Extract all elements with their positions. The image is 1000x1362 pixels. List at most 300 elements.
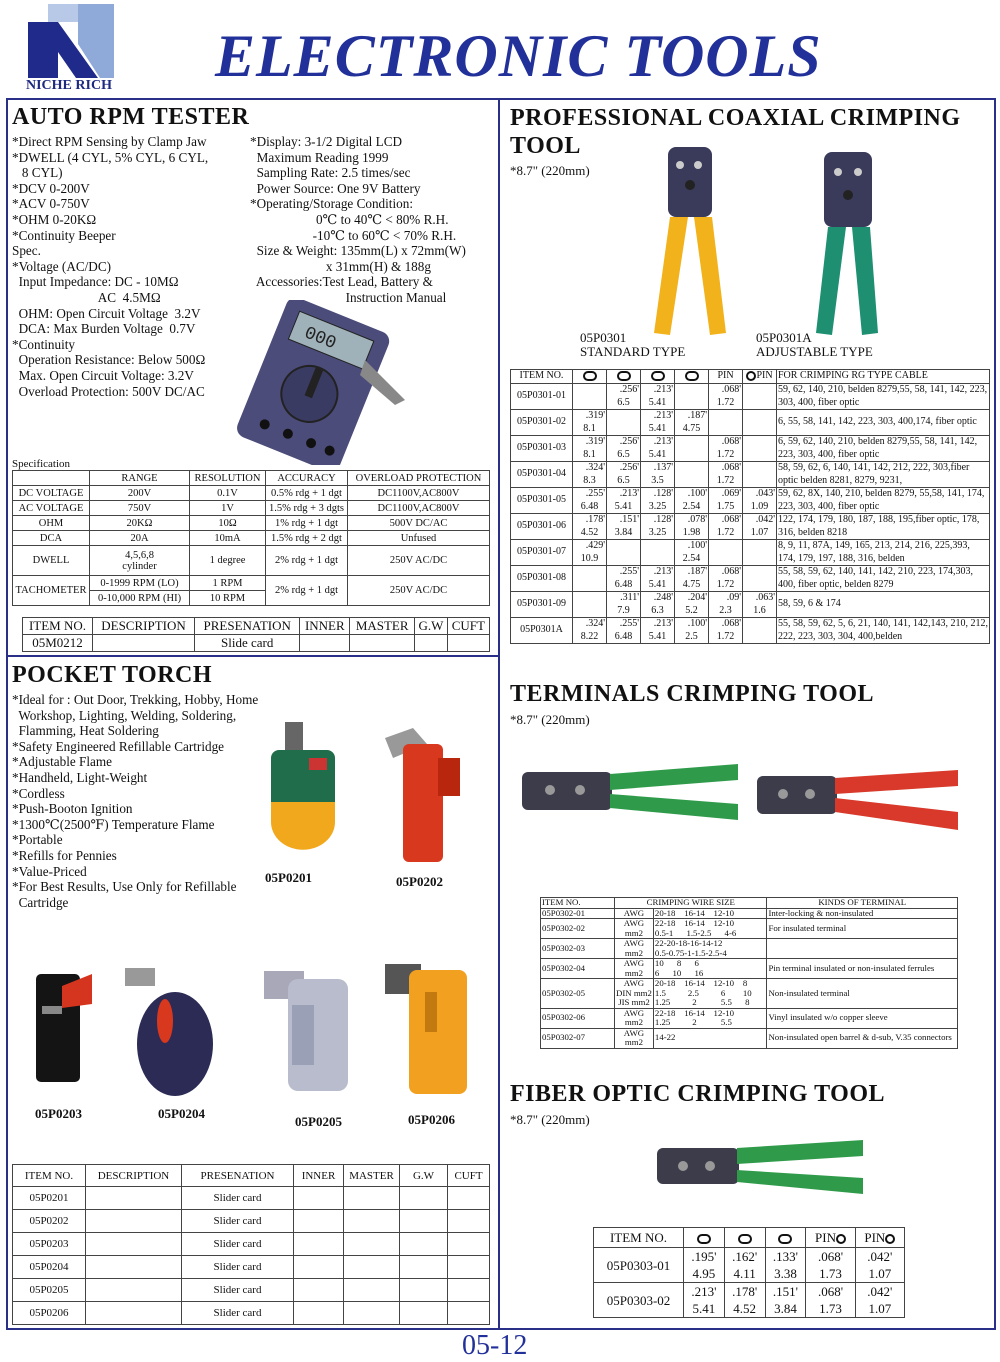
coax-title-line1: PROFESSIONAL COAXIAL CRIMPING bbox=[510, 105, 961, 131]
fiber-value-mm: 3.38 bbox=[774, 1266, 797, 1281]
terminals-cell: 22-20-18-16-14-12 0.5-0.75-1-1.5-2.5-4 bbox=[653, 939, 767, 959]
fiber-cell: 05P0303-02 bbox=[594, 1283, 684, 1318]
fiber-table bbox=[593, 1227, 905, 1318]
fiber-cell-pair bbox=[684, 1283, 725, 1318]
coax-value-inch: .063' bbox=[755, 592, 775, 603]
terminals-header: ITEM NO. bbox=[541, 898, 615, 909]
torch-05p0206-image bbox=[385, 962, 470, 1097]
torch-title: POCKET TORCH bbox=[12, 662, 213, 688]
coax-cell-pair bbox=[573, 436, 607, 462]
terminals-cell: 05P0302-07 bbox=[541, 1028, 615, 1048]
coax-value-inch: .213' bbox=[653, 566, 673, 577]
terminals-cell: 20-18 16-14 12-10 8 1.5 2.5 6 10 1.25 2 5.5 8 bbox=[653, 979, 767, 1009]
spec-cell: 10 RPM bbox=[190, 591, 266, 606]
coax-value-mm: 6.3 bbox=[651, 604, 664, 616]
coax-cell: 55, 58, 59, 62, 140, 141, 142, 210, 223, 174,303, 400, fiber optic, belden 8279 bbox=[777, 566, 990, 592]
terminals-cell: 20-18 16-14 12-10 bbox=[653, 908, 767, 919]
coax-value-mm: 1.75 bbox=[716, 500, 735, 512]
coax-value-inch: .248' bbox=[653, 592, 673, 603]
hex-die-icon bbox=[778, 1234, 792, 1244]
coax-value-inch: .324' bbox=[585, 618, 605, 629]
coax-value-inch: .213' bbox=[653, 436, 673, 447]
coax-cell-pair bbox=[675, 540, 709, 566]
torch-cell: Slider card bbox=[182, 1233, 294, 1256]
spec-cell: 500V DC/AC bbox=[348, 516, 490, 531]
spec-header: ACCURACY bbox=[266, 471, 348, 486]
rpm-item-table bbox=[22, 617, 490, 652]
terminals-cell: 05P0302-04 bbox=[541, 959, 615, 979]
torch-05p0204-image bbox=[120, 966, 220, 1096]
coax-value-mm: 1.72 bbox=[716, 526, 735, 538]
terminals-row bbox=[541, 939, 958, 959]
coax-value-inch: .100' bbox=[687, 540, 707, 551]
coax-cell-pair bbox=[675, 410, 709, 436]
coax-value-mm: 1.72 bbox=[716, 448, 735, 460]
svg-text:000: 000 bbox=[301, 323, 339, 355]
coax-value-inch: .204' bbox=[687, 592, 707, 603]
torch-cell: 05P0204 bbox=[13, 1256, 86, 1279]
spec-cell: 10Ω bbox=[190, 516, 266, 531]
coax-value-inch: .255' bbox=[619, 566, 639, 577]
coax-caption-2-type: ADJUSTABLE TYPE bbox=[756, 344, 873, 359]
terminals-cell bbox=[767, 939, 958, 959]
coax-cell-pair bbox=[675, 514, 709, 540]
coax-row bbox=[511, 488, 990, 514]
torch-header: G.W bbox=[400, 1165, 448, 1187]
torch-cell: Slider card bbox=[182, 1279, 294, 1302]
coax-cell-pair bbox=[743, 488, 777, 514]
terminals-cell: AWG mm2 bbox=[615, 1028, 654, 1048]
coax-value-mm: 8.3 bbox=[583, 474, 596, 486]
terminals-cell: AWG mm2 bbox=[615, 939, 654, 959]
coax-standard-tool-image bbox=[640, 145, 740, 340]
coax-value-mm: 1.6 bbox=[753, 604, 766, 616]
coax-adjustable-tool-image bbox=[800, 150, 900, 340]
coax-cell-pair bbox=[709, 540, 743, 566]
coax-cell-pair bbox=[641, 618, 675, 644]
coax-cell-pair bbox=[675, 618, 709, 644]
coax-cell-pair bbox=[607, 514, 641, 540]
fiber-header bbox=[684, 1228, 725, 1248]
coax-value-mm: 5.41 bbox=[648, 448, 667, 460]
rpm-features-left: *Direct RPM Sensing by Clamp Jaw *DWELL (4 CYL, 5% CYL, 6 CYL, 8 CYL) *DCV 0-200V *ACV 0-750V *OHM 0-20KΩ *Continuity Beeper Spec. *Voltage (AC/DC) Input Impedance: DC - 10MΩ AC 4.5MΩ OHM: Open Circuit Voltage 3.2V DCA: Max Burden Voltage 0.7V *Continuity Operation Resistance: Below 500Ω Max. Open Circuit Voltage: 3.2V Overload Protection: 500V DC/AC bbox=[12, 134, 209, 399]
coax-value-inch: .069' bbox=[721, 488, 741, 499]
fiber-value-mm: 3.84 bbox=[774, 1301, 797, 1316]
item-header: CUFT bbox=[447, 618, 489, 635]
coax-cell-pair bbox=[641, 462, 675, 488]
torch-cell: 05P0202 bbox=[13, 1210, 86, 1233]
fiber-value-inch: .068' bbox=[817, 1284, 844, 1299]
torch-cell: 05P0201 bbox=[13, 1187, 86, 1210]
pin-icon bbox=[836, 1234, 846, 1244]
fiber-row bbox=[594, 1283, 905, 1318]
fiber-value-mm: 4.52 bbox=[733, 1301, 757, 1316]
torch-caption: 05P0202 bbox=[396, 874, 443, 889]
item-cell bbox=[93, 635, 195, 652]
coax-value-inch: .100' bbox=[687, 618, 707, 629]
coax-cell-pair bbox=[607, 462, 641, 488]
coax-value-inch: .068' bbox=[721, 384, 741, 395]
coax-value-inch: .128' bbox=[653, 488, 673, 499]
coax-value-inch: .187' bbox=[687, 410, 707, 421]
coax-value-inch: .311' bbox=[620, 592, 639, 603]
fiber-value-mm: 1.07 bbox=[868, 1301, 892, 1316]
torch-cell: Slider card bbox=[182, 1302, 294, 1325]
torch-caption: 05P0203 bbox=[35, 1106, 82, 1121]
item-cell bbox=[300, 635, 350, 652]
coax-title-line2: TOOL bbox=[510, 133, 581, 159]
spec-cell: 250V AC/DC bbox=[348, 546, 490, 576]
item-cell: Slide card bbox=[195, 635, 300, 652]
page-number: 05-12 bbox=[462, 1330, 528, 1361]
spec-cell: DCA bbox=[13, 531, 90, 546]
coax-cell-pair bbox=[743, 436, 777, 462]
coax-cell-pair bbox=[573, 514, 607, 540]
torch-row bbox=[13, 1256, 490, 1279]
coax-row bbox=[511, 410, 990, 436]
coax-cell: 05P0301-06 bbox=[511, 514, 573, 540]
coax-cell-pair bbox=[709, 592, 743, 618]
torch-05p0202-image bbox=[383, 728, 463, 863]
coax-value-inch: .213' bbox=[653, 618, 673, 629]
terminals-cell: 05P0302-02 bbox=[541, 919, 615, 939]
coax-value-mm: 3.25 bbox=[648, 500, 667, 512]
terminals-cell: 14-22 bbox=[653, 1028, 767, 1048]
spec-cell: 0.5% rdg + 1 dgt bbox=[266, 486, 348, 501]
torch-cell: 05P0203 bbox=[13, 1233, 86, 1256]
coax-cell-pair bbox=[709, 618, 743, 644]
terminals-cell: Inter-locking & non-insulated bbox=[767, 908, 958, 919]
coax-caption-2-code: 05P0301A bbox=[756, 330, 812, 345]
coax-cell-pair bbox=[709, 462, 743, 488]
torch-caption: 05P0204 bbox=[158, 1106, 205, 1121]
coax-value-inch: .137' bbox=[653, 462, 673, 473]
terminals-tool-2-image bbox=[755, 768, 960, 836]
coax-cell-pair bbox=[607, 410, 641, 436]
logo-text: NICHE RICH bbox=[26, 78, 112, 93]
terminals-header: KINDS OF TERMINAL bbox=[767, 898, 958, 909]
fiber-cell-pair bbox=[765, 1248, 806, 1283]
coax-value-mm: 3.5 bbox=[651, 474, 664, 486]
coax-value-inch: .213' bbox=[619, 488, 639, 499]
terminals-row bbox=[541, 908, 958, 919]
coax-value-mm: 1.72 bbox=[716, 578, 735, 590]
coax-cell-pair bbox=[743, 592, 777, 618]
coax-value-mm: 1.98 bbox=[682, 526, 701, 538]
coax-value-mm: 4.75 bbox=[682, 578, 701, 590]
coax-cell-pair bbox=[675, 566, 709, 592]
coax-value-inch: .068' bbox=[721, 514, 741, 525]
terminals-cell: 05P0302-05 bbox=[541, 979, 615, 1009]
coax-value-inch: .319' bbox=[585, 436, 605, 447]
torch-header: DESCRIPTION bbox=[86, 1165, 182, 1187]
terminals-row bbox=[541, 919, 958, 939]
fiber-header-row bbox=[594, 1228, 905, 1248]
coax-cell: 05P0301-09 bbox=[511, 592, 573, 618]
torch-header: INNER bbox=[294, 1165, 344, 1187]
torch-cell: 05P0205 bbox=[13, 1279, 86, 1302]
terminals-header-row bbox=[541, 898, 958, 909]
terminals-cell: 22-18 16-14 12-10 1.25 2 5.5 bbox=[653, 1008, 767, 1028]
coax-cell-pair bbox=[743, 462, 777, 488]
coax-row bbox=[511, 618, 990, 644]
terminals-cell: 05P0302-06 bbox=[541, 1008, 615, 1028]
spec-cell: 1% rdg + 1 dgt bbox=[266, 516, 348, 531]
torch-cell: Slider card bbox=[182, 1210, 294, 1233]
coax-row bbox=[511, 566, 990, 592]
coax-value-inch: .042' bbox=[755, 514, 775, 525]
spec-cell: 750V bbox=[90, 501, 190, 516]
coax-cell: 59, 62, 140, 210, belden 8279,55, 58, 141, 142, 223, 303, 400, fiber optic bbox=[777, 384, 990, 410]
fiber-value-mm: 5.41 bbox=[692, 1301, 716, 1316]
fiber-cell-pair bbox=[724, 1283, 765, 1318]
torch-header: PRESENATION bbox=[182, 1165, 294, 1187]
spec-cell: DC VOLTAGE bbox=[13, 486, 90, 501]
coax-cell-pair bbox=[573, 566, 607, 592]
pin-icon bbox=[746, 371, 756, 381]
terminals-row bbox=[541, 959, 958, 979]
fiber-value-inch: .195' bbox=[691, 1249, 717, 1264]
coax-cell: 05P0301-04 bbox=[511, 462, 573, 488]
fiber-header bbox=[724, 1228, 765, 1248]
fiber-title: FIBER OPTIC CRIMPING TOOL bbox=[510, 1081, 885, 1107]
pin-icon bbox=[885, 1234, 895, 1244]
spec-row bbox=[13, 501, 490, 516]
coax-value-inch: .068' bbox=[721, 566, 741, 577]
coax-value-mm: 7.9 bbox=[617, 604, 630, 616]
spec-cell: 2% rdg + 1 dgt bbox=[266, 576, 348, 606]
coax-value-mm: 6.48 bbox=[614, 578, 633, 590]
coax-value-mm: 3.84 bbox=[614, 526, 633, 538]
coax-cell: 58, 59, 62, 6, 140, 141, 142, 212, 222, 303,fiber optic belden 8281, 8279, 9231, bbox=[777, 462, 990, 488]
fiber-value-inch: .042' bbox=[867, 1249, 893, 1264]
coax-row bbox=[511, 384, 990, 410]
fiber-cell-pair bbox=[855, 1248, 904, 1283]
fiber-cell-pair bbox=[855, 1283, 904, 1318]
fiber-value-inch: .068' bbox=[817, 1249, 844, 1264]
coax-value-mm: 8.1 bbox=[583, 422, 596, 434]
coax-cell-pair bbox=[607, 566, 641, 592]
fiber-value-inch: .042' bbox=[867, 1284, 893, 1299]
coax-value-mm: 6.5 bbox=[617, 448, 630, 460]
coax-value-inch: .068' bbox=[721, 462, 741, 473]
coax-cell-pair bbox=[641, 384, 675, 410]
spec-cell: 20A bbox=[90, 531, 190, 546]
fiber-header bbox=[765, 1228, 806, 1248]
coax-value-mm: 2.54 bbox=[682, 500, 701, 512]
coax-value-mm: 5.41 bbox=[648, 630, 667, 642]
fiber-row bbox=[594, 1248, 905, 1283]
coax-value-mm: 6.48 bbox=[580, 500, 599, 512]
coax-cell: 05P0301-01 bbox=[511, 384, 573, 410]
coax-cell: 05P0301A bbox=[511, 618, 573, 644]
coax-cell-pair bbox=[709, 410, 743, 436]
coax-value-mm: 4.52 bbox=[580, 526, 599, 538]
spec-row bbox=[13, 531, 490, 546]
torch-caption: 05P0206 bbox=[408, 1112, 455, 1127]
coax-value-inch: .078' bbox=[687, 514, 707, 525]
coax-value-mm: 2.5 bbox=[685, 630, 698, 642]
coax-size: *8.7" (220mm) bbox=[510, 163, 590, 178]
spec-cell: 2% rdg + 1 dgt bbox=[266, 546, 348, 576]
hex-die-icon bbox=[697, 1234, 711, 1244]
coax-cell: 122, 174, 179, 180, 187, 188, 195,fiber optic, 178, 316, belden 8218 bbox=[777, 514, 990, 540]
coax-value-inch: .043' bbox=[755, 488, 775, 499]
item-cell bbox=[350, 635, 415, 652]
coax-value-mm: 2.54 bbox=[682, 552, 701, 564]
fiber-cell-pair bbox=[724, 1248, 765, 1283]
coax-cell-pair bbox=[743, 410, 777, 436]
spec-table bbox=[12, 470, 490, 606]
spec-cell: 1.5% rdg + 3 dgts bbox=[266, 501, 348, 516]
torch-header: MASTER bbox=[344, 1165, 400, 1187]
spec-header: RESOLUTION bbox=[190, 471, 266, 486]
terminals-cell: 10 8 6 6 10 16 bbox=[653, 959, 767, 979]
coax-row bbox=[511, 436, 990, 462]
spec-cell: TACHOMETER bbox=[13, 576, 90, 606]
coax-row bbox=[511, 540, 990, 566]
spec-cell: 1V bbox=[190, 501, 266, 516]
terminals-cell: AWG mm2 bbox=[615, 919, 654, 939]
coax-value-mm: 5.41 bbox=[648, 578, 667, 590]
spec-cell: 250V AC/DC bbox=[348, 576, 490, 606]
coax-value-mm: 1.09 bbox=[750, 500, 769, 512]
torch-row bbox=[13, 1279, 490, 1302]
coax-cell-pair bbox=[641, 436, 675, 462]
item-header-row bbox=[23, 618, 490, 635]
torch-cell: 05P0206 bbox=[13, 1302, 86, 1325]
fiber-cell-pair bbox=[765, 1283, 806, 1318]
item-cell bbox=[447, 635, 489, 652]
fiber-cell-pair bbox=[684, 1248, 725, 1283]
coax-value-mm: 1.72 bbox=[716, 630, 735, 642]
coax-cell-pair bbox=[573, 410, 607, 436]
torch-cell: Slider card bbox=[182, 1256, 294, 1279]
coax-row bbox=[511, 462, 990, 488]
fiber-value-mm: 1.73 bbox=[819, 1266, 842, 1281]
coax-value-mm: 1.07 bbox=[750, 526, 769, 538]
torch-header: CUFT bbox=[448, 1165, 490, 1187]
terminals-cell: Non-insulated open barrel & d-sub, V.35 connectors bbox=[767, 1028, 958, 1048]
coax-value-inch: .128' bbox=[653, 514, 673, 525]
coax-row bbox=[511, 592, 990, 618]
section-divider bbox=[8, 655, 498, 657]
coax-value-mm: 5.41 bbox=[648, 396, 667, 408]
coax-value-mm: 2.3 bbox=[719, 604, 732, 616]
coax-header: ITEM NO. bbox=[511, 370, 573, 384]
coax-cell-pair bbox=[743, 384, 777, 410]
coax-value-mm: 5.41 bbox=[648, 422, 667, 434]
coax-header bbox=[573, 370, 607, 384]
coax-cell: 05P0301-08 bbox=[511, 566, 573, 592]
torch-05p0203-image bbox=[32, 968, 97, 1083]
coax-cell: 05P0301-07 bbox=[511, 540, 573, 566]
coax-value-mm: 4.75 bbox=[682, 422, 701, 434]
fiber-cell: 05P0303-01 bbox=[594, 1248, 684, 1283]
hex-die-icon bbox=[738, 1234, 752, 1244]
coax-cell: 05P0301-02 bbox=[511, 410, 573, 436]
terminals-row bbox=[541, 979, 958, 1009]
coax-header: FOR CRIMPING RG TYPE CABLE bbox=[777, 370, 990, 384]
fiber-header: PIN bbox=[855, 1228, 904, 1248]
coax-cell-pair bbox=[607, 488, 641, 514]
hex-die-icon bbox=[583, 371, 597, 381]
coax-cell: 6, 55, 58, 141, 142, 223, 303, 400,174, fiber optic bbox=[777, 410, 990, 436]
torch-05p0201-image bbox=[265, 722, 345, 852]
rpm-features-right: *Display: 3-1/2 Digital LCD Maximum Reading 1999 Sampling Rate: 2.5 times/sec Power Source: One 9V Battery *Operating/Storage Condition: 0℃ to 40℃ < 80% R.H. -10℃ to 60℃ < 70% R.H. Size & Weight: 135mm(L) x 72mm(W) x 31mm(H) & 188g Accessories:Test Lead, Battery & Instruction Manual bbox=[250, 134, 466, 305]
spec-cell: 1.5% rdg + 2 dgt bbox=[266, 531, 348, 546]
coax-value-inch: .255' bbox=[585, 488, 605, 499]
coax-value-inch: .319' bbox=[585, 410, 605, 421]
terminals-cell: Vinyl insulated w/o copper sleeve bbox=[767, 1008, 958, 1028]
fiber-header: PIN bbox=[806, 1228, 855, 1248]
coax-value-inch: .151' bbox=[619, 514, 639, 525]
spec-cell: DWELL bbox=[13, 546, 90, 576]
coax-cell-pair bbox=[743, 566, 777, 592]
fiber-value-mm: 4.11 bbox=[733, 1266, 756, 1281]
torch-row bbox=[13, 1187, 490, 1210]
spec-cell: AC VOLTAGE bbox=[13, 501, 90, 516]
coax-cell-pair bbox=[709, 514, 743, 540]
spec-row bbox=[13, 576, 490, 591]
coax-cell-pair bbox=[709, 436, 743, 462]
fiber-header: ITEM NO. bbox=[594, 1228, 684, 1248]
coax-row bbox=[511, 514, 990, 540]
coax-value-inch: .213' bbox=[653, 410, 673, 421]
coax-cell-pair bbox=[573, 488, 607, 514]
item-header: G.W bbox=[415, 618, 448, 635]
coax-value-mm: 8.1 bbox=[583, 448, 596, 460]
terminals-cell: AWG mm2 bbox=[615, 1008, 654, 1028]
terminals-cell: For insulated terminal bbox=[767, 919, 958, 939]
fiber-value-inch: .151' bbox=[772, 1284, 798, 1299]
terminals-row bbox=[541, 1028, 958, 1048]
spec-cell: 1 RPM bbox=[190, 576, 266, 591]
terminals-cell: 22-18 16-14 12-10 0.5-1 1.5-2.5 4-6 bbox=[653, 919, 767, 939]
spec-header: OVERLOAD PROTECTION bbox=[348, 471, 490, 486]
spec-header bbox=[13, 471, 90, 486]
coax-cell-pair bbox=[675, 384, 709, 410]
page-title: ELECTRONIC TOOLS bbox=[215, 23, 822, 89]
fiber-cell-pair bbox=[806, 1248, 855, 1283]
coax-header-row bbox=[511, 370, 990, 384]
coax-value-inch: .068' bbox=[721, 436, 741, 447]
fiber-value-mm: 4.95 bbox=[692, 1266, 716, 1281]
hex-die-icon bbox=[617, 371, 631, 381]
terminals-row bbox=[541, 1008, 958, 1028]
fiber-size: *8.7" (220mm) bbox=[510, 1112, 590, 1127]
torch-05p0205-image bbox=[262, 965, 362, 1095]
hex-die-icon bbox=[651, 371, 665, 381]
coax-value-inch: .429' bbox=[585, 540, 605, 551]
fiber-value-mm: 1.07 bbox=[868, 1266, 892, 1281]
coax-value-inch: .256' bbox=[619, 436, 639, 447]
fiber-value-inch: .178' bbox=[732, 1284, 758, 1299]
coax-header: PIN bbox=[709, 370, 743, 384]
spec-cell: OHM bbox=[13, 516, 90, 531]
coax-value-inch: .256' bbox=[619, 384, 639, 395]
coax-value-mm: 6.48 bbox=[614, 630, 633, 642]
coax-caption-1-type: STANDARD TYPE bbox=[580, 344, 686, 359]
fiber-cell-pair bbox=[806, 1283, 855, 1318]
spec-cell: DC1100V,AC800V bbox=[348, 486, 490, 501]
coax-cell-pair bbox=[573, 540, 607, 566]
coax-cell-pair bbox=[675, 488, 709, 514]
coax-cell-pair bbox=[607, 618, 641, 644]
torch-features: *Ideal for : Out Door, Trekking, Hobby, Home Workshop, Lighting, Welding, Soldering, Flamming, Heat Soldering *Safety Engineered Refillable Cartridge *Adjustable Flame *Handheld, Light-Weight *Cordless *Push-Booton Ignition *1300℃(2500℉) Temperature Flame *Portable *Refills for Pennies *Value-Priced *For Best Results, Use Only for Refillable Cartridge bbox=[12, 692, 259, 910]
coax-value-mm: 8.22 bbox=[580, 630, 599, 642]
fiber-value-inch: .162' bbox=[732, 1249, 758, 1264]
